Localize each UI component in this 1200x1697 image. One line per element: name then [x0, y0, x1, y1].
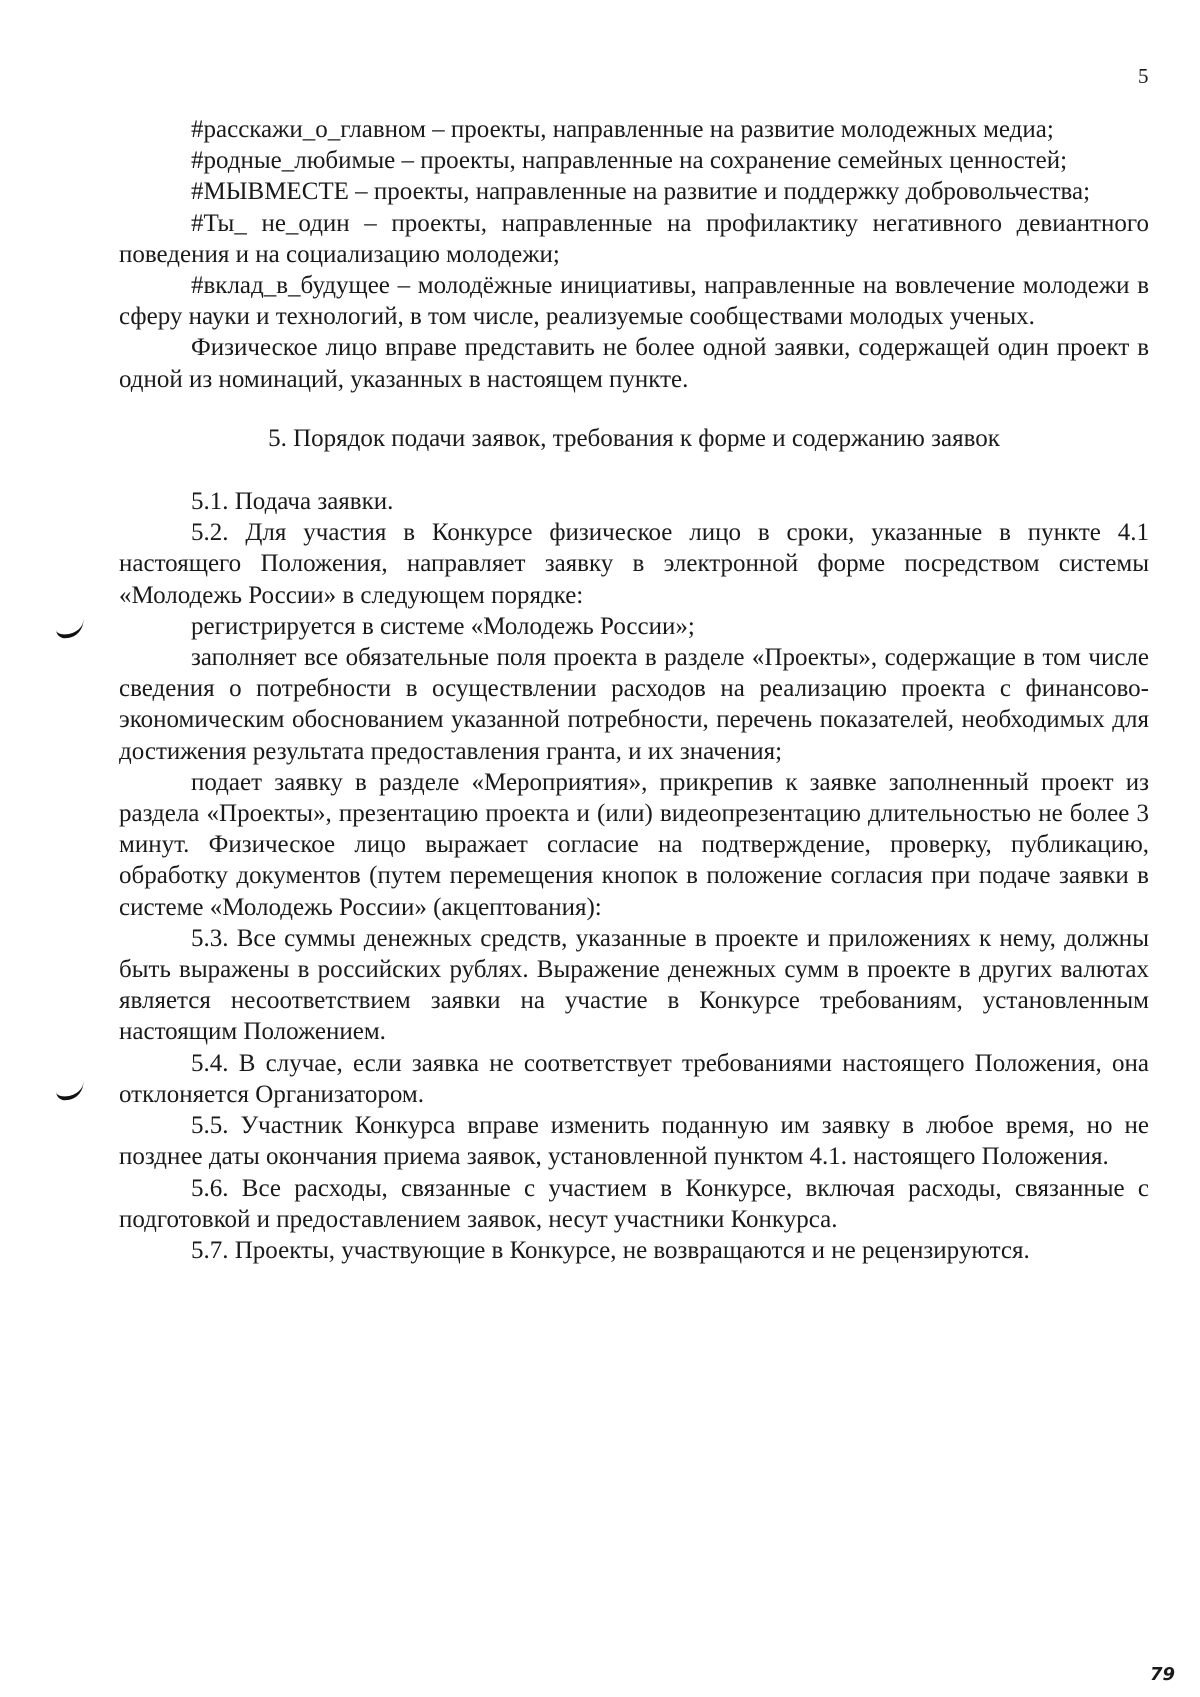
paragraph: 5.5. Участник Конкурса вправе изменить поданную им заявку в любое время, но не позднее даты окончания приема заявок, установленной пунктом 4.1. настоящего Положения. — [119, 1112, 1149, 1171]
paragraph: 5.4. В случае, если заявка не соответствует требованиями настоящего Положения, она отклоняется Организатором. — [119, 1049, 1149, 1108]
paragraph: 5.7. Проекты, участвующие в Конкурсе, не возвращаются и не рецензируются. — [191, 1236, 1030, 1264]
margin-mark — [55, 1081, 84, 1101]
paragraph: #МЫВМЕСТЕ – проекты, направленные на развитие и поддержку добровольчества; — [191, 178, 1091, 206]
paragraph: #Ты_ не_один – проекты, направленные на профилактику негативного девиантного поведения и на социализацию молодежи; — [119, 209, 1149, 268]
paragraph: 5.1. Подача заявки. — [191, 488, 394, 516]
paragraph: #родные_любимые – проекты, направленные на сохранение семейных ценностей; — [191, 147, 1068, 175]
margin-mark — [55, 619, 84, 639]
paragraph: 5.3. Все суммы денежных средств, указанные в проекте и приложениях к нему, должны быть выражены в российских рублях. Выражение денежных сумм в проекте в других валютах является несоответствием заявки на участие в Конкурсе требованиям, установленным настоящим Положением. — [119, 924, 1149, 1046]
paragraph: #вклад_в_будущее – молодёжные инициативы, направленные на вовлечение молодежи в сферу науки и технологий, в том числе, реализуемые сообществами молодых ученых. — [119, 272, 1149, 331]
document-body — [119, 114, 1149, 1266]
section-heading: 5. Порядок подачи заявок, требования к форме и содержанию заявок — [268, 424, 1000, 452]
handwritten-page-mark: 79 — [1150, 1664, 1176, 1685]
paragraph: подает заявку в разделе «Мероприятия», прикрепив к заявке заполненный проект из раздела «Проекты», презентацию проекта и (или) видеопрезентацию длительностью не более 3 минут. Физическое лицо выражает согласие на подтверждение, проверку, публикацию, обработку документов (путем перемещения кнопок в положение согласия при подаче заявки в системе «Молодежь России» (акцептования): — [119, 768, 1149, 921]
paragraph: Физическое лицо вправе представить не более одной заявки, содержащей один проект в одной из номинаций, указанных в настоящем пункте. — [119, 334, 1149, 393]
paragraph: регистрируется в системе «Молодежь России»; — [191, 612, 695, 640]
paragraph: заполняет все обязательные поля проекта в разделе «Проекты», содержащие в том числе сведения о потребности в осуществлении расходов на реализацию проекта с финансово-экономическим обоснованием указанной потребности, перечень показателей, необходимых для достижения результата предоставления гранта, и их значения; — [119, 644, 1149, 765]
paragraph: 5.2. Для участия в Конкурсе физическое лицо в сроки, указанные в пункте 4.1 настоящего Положения, направляет заявку в электронной форме посредством системы «Молодежь России» в следующем порядке: — [119, 519, 1149, 609]
paragraph: 5.6. Все расходы, связанные с участием в Конкурсе, включая расходы, связанные с подготовкой и предоставлением заявок, несут участники Конкурса. — [119, 1174, 1149, 1233]
page-number: 5 — [1138, 64, 1149, 88]
paragraph: #расскажи_о_главном – проекты, направленные на развитие молодежных медиа; — [191, 116, 1054, 143]
